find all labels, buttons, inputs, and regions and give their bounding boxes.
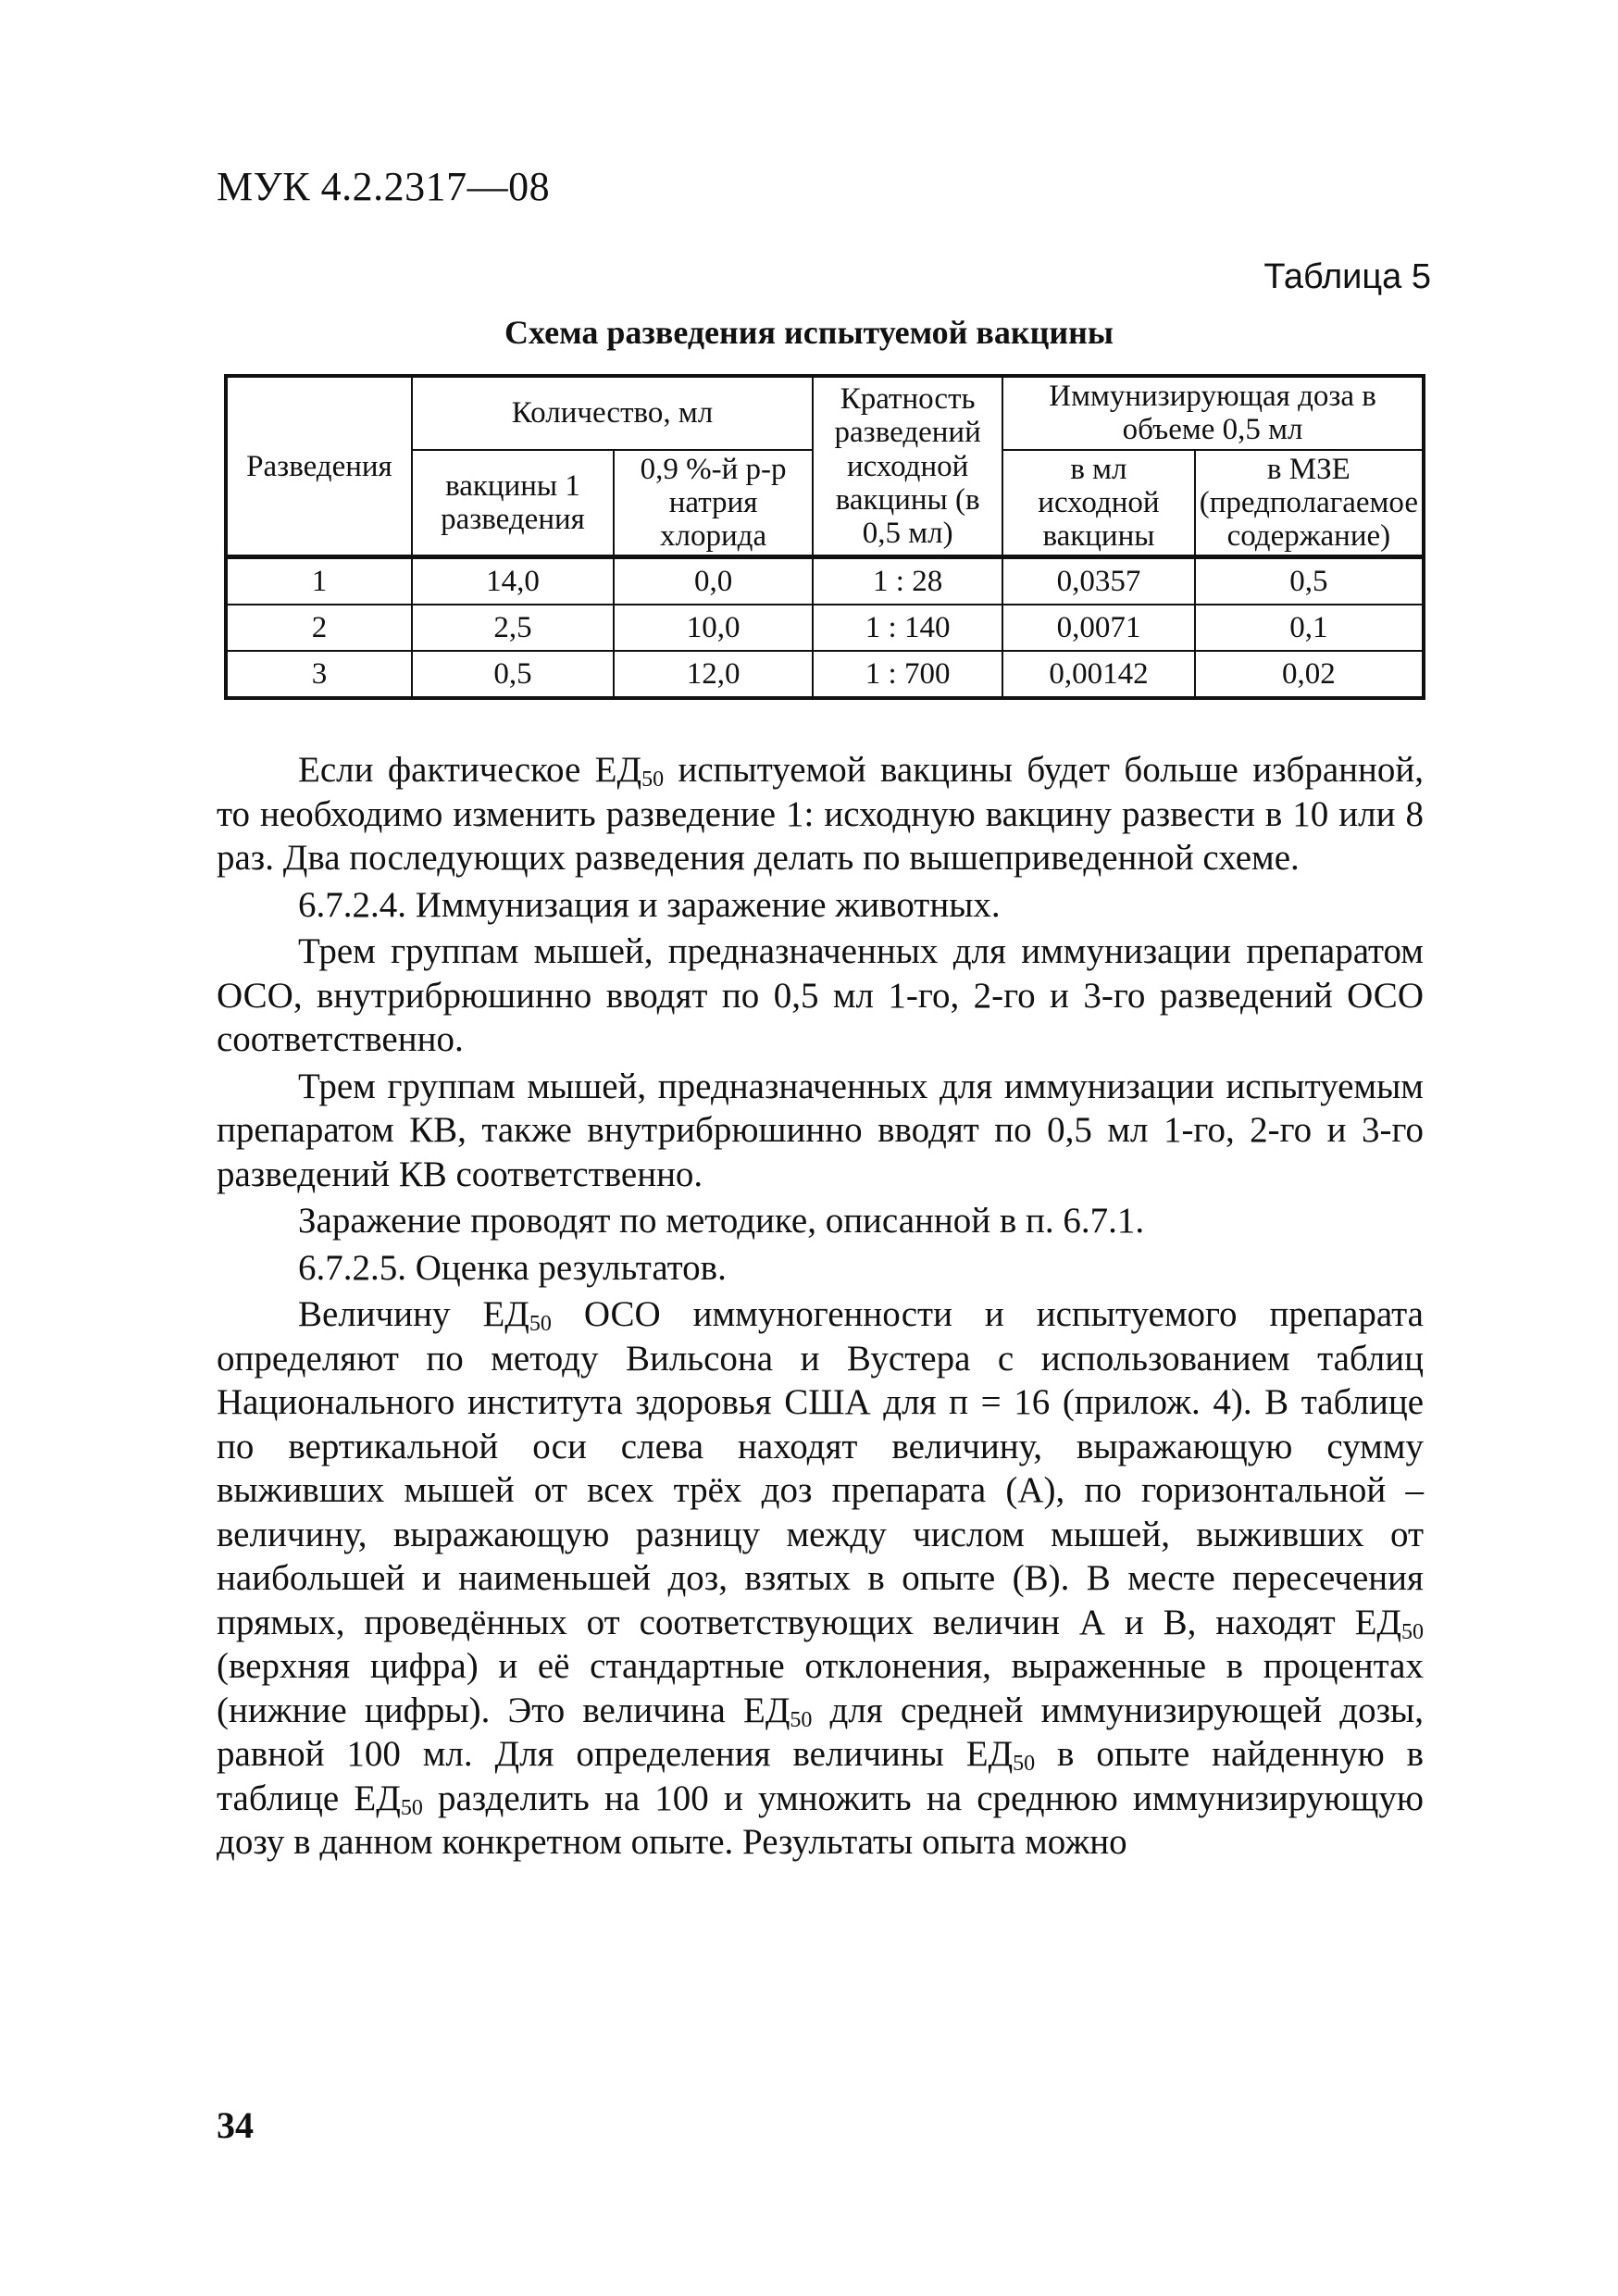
- header-ratio: Кратность разведений исходной вакцины (в 0,5 мл): [813, 376, 1002, 557]
- table-row: [226, 605, 1424, 651]
- paragraph: Величину $ЕД_{50}$ ОСО иммуногенности и испытуемого препарата определяют по методу Вильсона и Вустера с использованием таблиц Национального института здоровья США для п = 16 (прилож. 4). В таблице по вертикальной оси слева находят величину, выражающую сумму выживших мышей от всех трёх доз препарата (А), по горизонтальной – величину, выражающую разницу между числом мышей, выживших от наибольшей и наименьшей доз, взятых в опыте (В). В месте пересечения прямых, проведённых от соответствующих величин А и В, находят $ЕД_{50}$ (верхняя цифра) и её стандартные отклонения, выраженные в процентах (нижние цифры). Это величина $ЕД_{50}$ для средней иммунизирующей дозы, равной 100 мл. Для определения величины $ЕД_{50}$ в опыте найденную в таблице $ЕД_{50}$ разделить на 100 и умножить на среднюю иммунизирующую дозу в данном конкретном опыте. Результаты опыта можно: [217, 1294, 1424, 1862]
- table-cell: 3: [226, 651, 412, 698]
- table-cell: 1 : 140: [813, 605, 1002, 651]
- paragraph: Трем группам мышей, предназначенных для иммунизации препаратом ОСО, внутрибрюшинно вводят по 0,5 мл 1-го, 2-го и 3-го разведений ОСО соответственно.: [217, 931, 1424, 1059]
- dilution-table: [224, 374, 1425, 700]
- header-vaccine: вакцины 1 разведения: [412, 450, 614, 557]
- table-cell: 1 : 700: [813, 651, 1002, 698]
- header-dilutions: Разведения: [226, 376, 412, 557]
- table-cell: 0,0357: [1002, 557, 1195, 605]
- page-number: 34: [217, 2104, 254, 2146]
- header-quantity: Количество, мл: [412, 376, 813, 450]
- table-cell: 0,02: [1195, 651, 1424, 698]
- table-cell: 0,00142: [1002, 651, 1195, 698]
- table-row: [226, 651, 1424, 698]
- paragraph: Если фактическое $ЕД_{50}$ испытуемой вакцины будет больше избранной, то необходимо изменить разведение 1: исходную вакцину развести в 10 или 8 раз. Два последующих разведения делать по вышеприведенной схеме.: [217, 750, 1424, 878]
- header-mze: в МЗЕ (предполагаемое содержание): [1195, 450, 1424, 557]
- paragraph: Заражение проводят по методике, описанной в п. 6.7.1.: [298, 1201, 1145, 1241]
- table-cell: 0,0071: [1002, 605, 1195, 651]
- header-immunizing-dose: Иммунизирующая доза в объеме 0,5 мл: [1002, 376, 1424, 450]
- table-cell: 0,1: [1195, 605, 1424, 651]
- paragraph: Трем группам мышей, предназначенных для иммунизации испытуемым препаратом КВ, также внутрибрюшинно вводят по 0,5 мл 1-го, 2-го и 3-го разведений КВ соответственно.: [217, 1066, 1424, 1194]
- table-cell: 1: [226, 557, 412, 605]
- table-cell: 12,0: [614, 651, 813, 698]
- table-cell: 0,5: [1195, 557, 1424, 605]
- table-cell: 0,5: [412, 651, 614, 698]
- document-code: МУК 4.2.2317—08: [217, 164, 551, 209]
- table-cell: 1 : 28: [813, 557, 1002, 605]
- table-cell: 14,0: [412, 557, 614, 605]
- section-heading: 6.7.2.4. Иммунизация и заражение животных.: [298, 884, 1001, 925]
- header-nacl: 0,9 %-й р-р натрия хлорида: [614, 450, 813, 557]
- header-ml: в мл исходной вакцины: [1002, 450, 1195, 557]
- table-title: Схема разведения испытуемой вакцины: [504, 314, 1114, 351]
- table-cell: 10,0: [614, 605, 813, 651]
- table-cell: 2: [226, 605, 412, 651]
- table-label: Таблица 5: [1263, 257, 1431, 296]
- body-text: [217, 748, 1424, 1867]
- table-cell: 0,0: [614, 557, 813, 605]
- table-cell: 2,5: [412, 605, 614, 651]
- table-row: [226, 557, 1424, 605]
- section-heading: 6.7.2.5. Оценка результатов.: [298, 1247, 727, 1288]
